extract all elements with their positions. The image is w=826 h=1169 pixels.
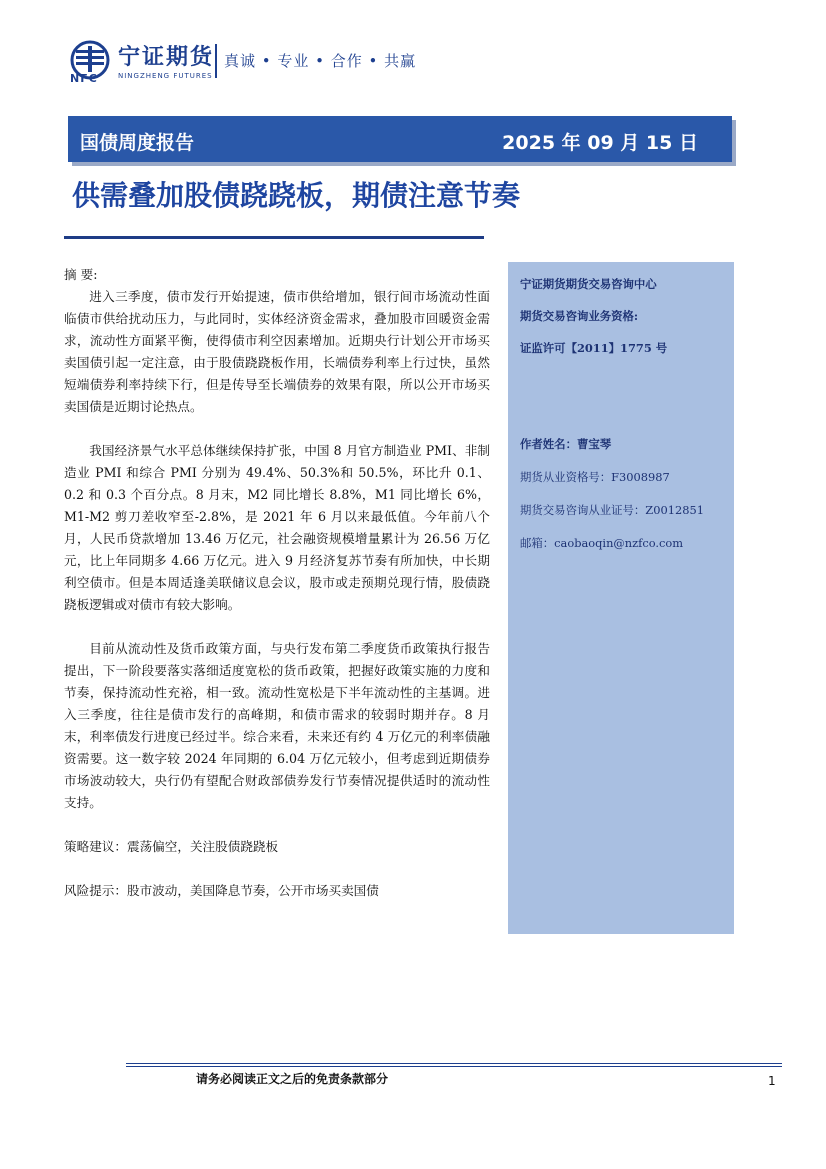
company-name-en: NINGZHENG FUTURES	[118, 72, 213, 80]
summary-section	[64, 264, 490, 902]
sidebar-email: 邮箱：caobaoqin@nzfco.com	[520, 536, 684, 550]
author-sidebar	[508, 262, 734, 934]
footer-disclaimer: 请务必阅读正文之后的免责条款部分	[196, 1072, 389, 1086]
report-type: 国债周度报告	[80, 132, 195, 154]
footer-rule-secondary	[126, 1066, 782, 1067]
summary-paragraph-2: 我国经济景气水平总体继续保持扩张，中国 8 月官方制造业 PMI、非制造业 PMI 和综合 PMI 分别为 49.4%、50.3%和 50.5%，环比升 0.1、0.2 和 0.3 个百分点。8 月末，M2 同比增长 8.8%，M1 同比增长 6%，M1-M2 剪刀差收窄至-2.8%，是 2021 年 6 月以来最低值。今年前八个月，人民币贷款增加 13.46 万亿元，社会融资规模增量累计为 26.56 万亿元，比上年同期多 4.66 万亿元。进入 9 月经济复苏节奏有所加快，中长期利空债市。但是本周适逢美联储议息会议，股市或走预期兑现行情，股债跷跷板逻辑或对债市有较大影响。	[64, 443, 490, 612]
risk-warning: 风险提示：股市波动，美国降息节奏，公开市场买卖国债	[64, 883, 379, 898]
report-banner	[68, 116, 732, 162]
sidebar-org: 宁证期货期货交易咨询中心	[520, 277, 657, 291]
sidebar-futures-cert: 期货从业资格号：F3008987	[520, 470, 670, 484]
report-date: 2025 年 09 月 15 日	[502, 132, 698, 154]
sidebar-consult-cert: 期货交易咨询从业证号：Z0012851	[520, 503, 704, 517]
summary-paragraph-1: 进入三季度，债市发行开始提速，债市供给增加，银行间市场流动性面临债市供给扰动压力，与此同时，实体经济资金需求，叠加股市回暖资金需求，流动性方面紧平衡，使得债市利空因素增加。近期央行计划公开市场买卖国债引起一定注意，由于股债跷跷板作用，长端债券利率上行过快，虽然短端债券利率持续下行，但是传导至长端债券的效果有限，所以公开市场买卖国债是近期讨论热点。	[64, 289, 490, 414]
report-headline: 供需叠加股债跷跷板，期债注意节奏	[72, 179, 521, 212]
sidebar-license: 证监许可【2011】1775 号	[520, 341, 668, 355]
logo-divider	[215, 44, 217, 78]
company-slogan: 真诚 • 专业 • 合作 • 共赢	[224, 52, 417, 70]
summary-paragraph-3: 目前从流动性及货币政策方面，与央行发布第二季度货币政策执行报告提出，下一阶段要落实落细适度宽松的货币政策，把握好政策实施的力度和节奏，保持流动性充裕，相一致。流动性宽松是下半年流动性的主基调。进入三季度，往往是债市发行的高峰期，和债市需求的较弱时期并存。8 月末，利率债发行进度已经过半。综合来看，未来还有约 4 万亿元的利率债融资需要。这一数字较 2024 年同期的 6.04 万亿元较小，但考虑到近期债券市场波动较大，央行仍有望配合财政部债券发行节奏情况提供适时的流动性支持。	[64, 641, 490, 810]
company-name-cn: 宁证期货	[118, 45, 215, 70]
footer-rule	[126, 1063, 782, 1064]
headline-underline	[64, 236, 484, 239]
sidebar-qualification-label: 期货交易咨询业务资格:	[520, 309, 639, 323]
page-number: 1	[768, 1074, 776, 1088]
company-abbr: NFC	[70, 72, 98, 85]
sidebar-author: 作者姓名：曹宝琴	[520, 437, 612, 451]
strategy-advice: 策略建议：震荡偏空，关注股债跷跷板	[64, 839, 279, 854]
summary-label: 摘 要:	[64, 267, 98, 282]
